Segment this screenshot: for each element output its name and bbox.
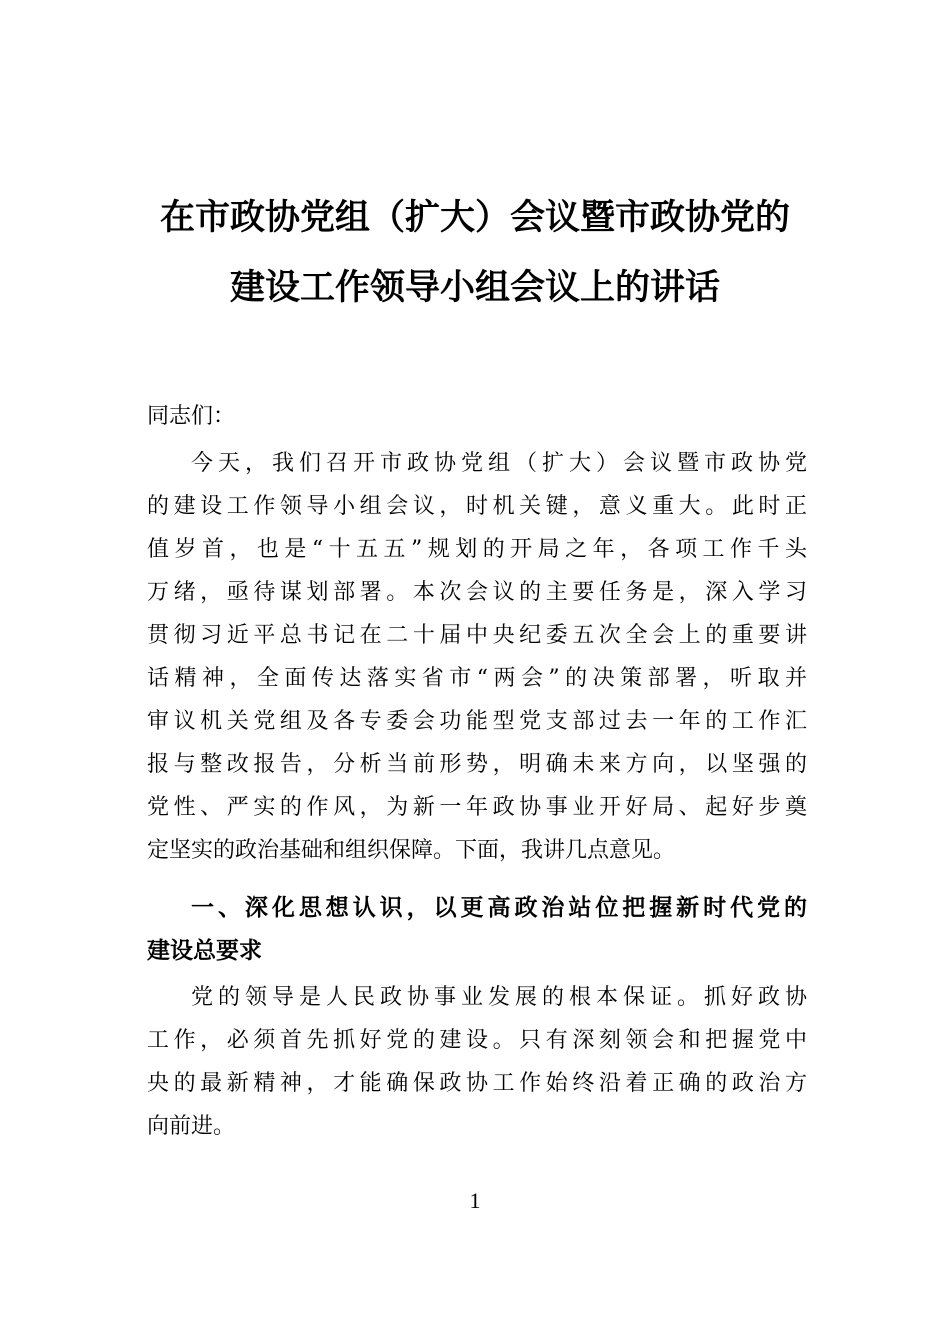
paragraph-1-line: 审议机关党组及各专委会功能型党支部过去一年的工作汇 — [147, 709, 807, 734]
paragraph-2-line: 向前进。 — [147, 1114, 236, 1139]
document-title-line-2: 建设工作领导小组会议上的讲话 — [229, 267, 720, 308]
paragraph-2-line: 工作，必须首先抓好党的建设。只有深刻领会和把握党中 — [147, 1028, 807, 1053]
section-heading-line: 建设总要求 — [147, 938, 262, 964]
paragraph-1-line: 报与整改报告，分析当前形势，明确未来方向，以坚强的 — [147, 752, 807, 777]
paragraph-1-line: 今天，我们召开市政协党组（扩大）会议暨市政协党 — [191, 451, 807, 476]
section-heading-line: 一、深化思想认识，以更高政治站位把握新时代党的 — [191, 895, 807, 921]
paragraph-1-line: 党性、严实的作风，为新一年政协事业开好局、起好步奠 — [147, 795, 807, 820]
document-title-line-1: 在市政协党组（扩大）会议暨市政协党的 — [159, 197, 790, 238]
paragraph-2-line: 央的最新精神，才能确保政协工作始终沿着正确的政治方 — [147, 1071, 807, 1096]
paragraph-1-line: 值岁首，也是“十五五”规划的开局之年，各项工作千头 — [147, 537, 807, 562]
paragraph-1-line: 贯彻习近平总书记在二十届中央纪委五次全会上的重要讲 — [147, 623, 807, 648]
salutation: 同志们： — [147, 404, 236, 429]
paragraph-1-line: 的建设工作领导小组会议，时机关键，意义重大。此时正 — [147, 494, 807, 519]
paragraph-1-line: 万绪，亟待谋划部署。本次会议的主要任务是，深入学习 — [147, 580, 807, 605]
paragraph-1-line: 定坚实的政治基础和组织保障。下面，我讲几点意见。 — [147, 838, 676, 863]
paragraph-1-line: 话精神，全面传达落实省市“两会”的决策部署，听取并 — [147, 666, 807, 691]
page-number: 1 — [469, 1188, 481, 1213]
paragraph-2-line: 党的领导是人民政协事业发展的根本保证。抓好政协 — [191, 985, 807, 1010]
